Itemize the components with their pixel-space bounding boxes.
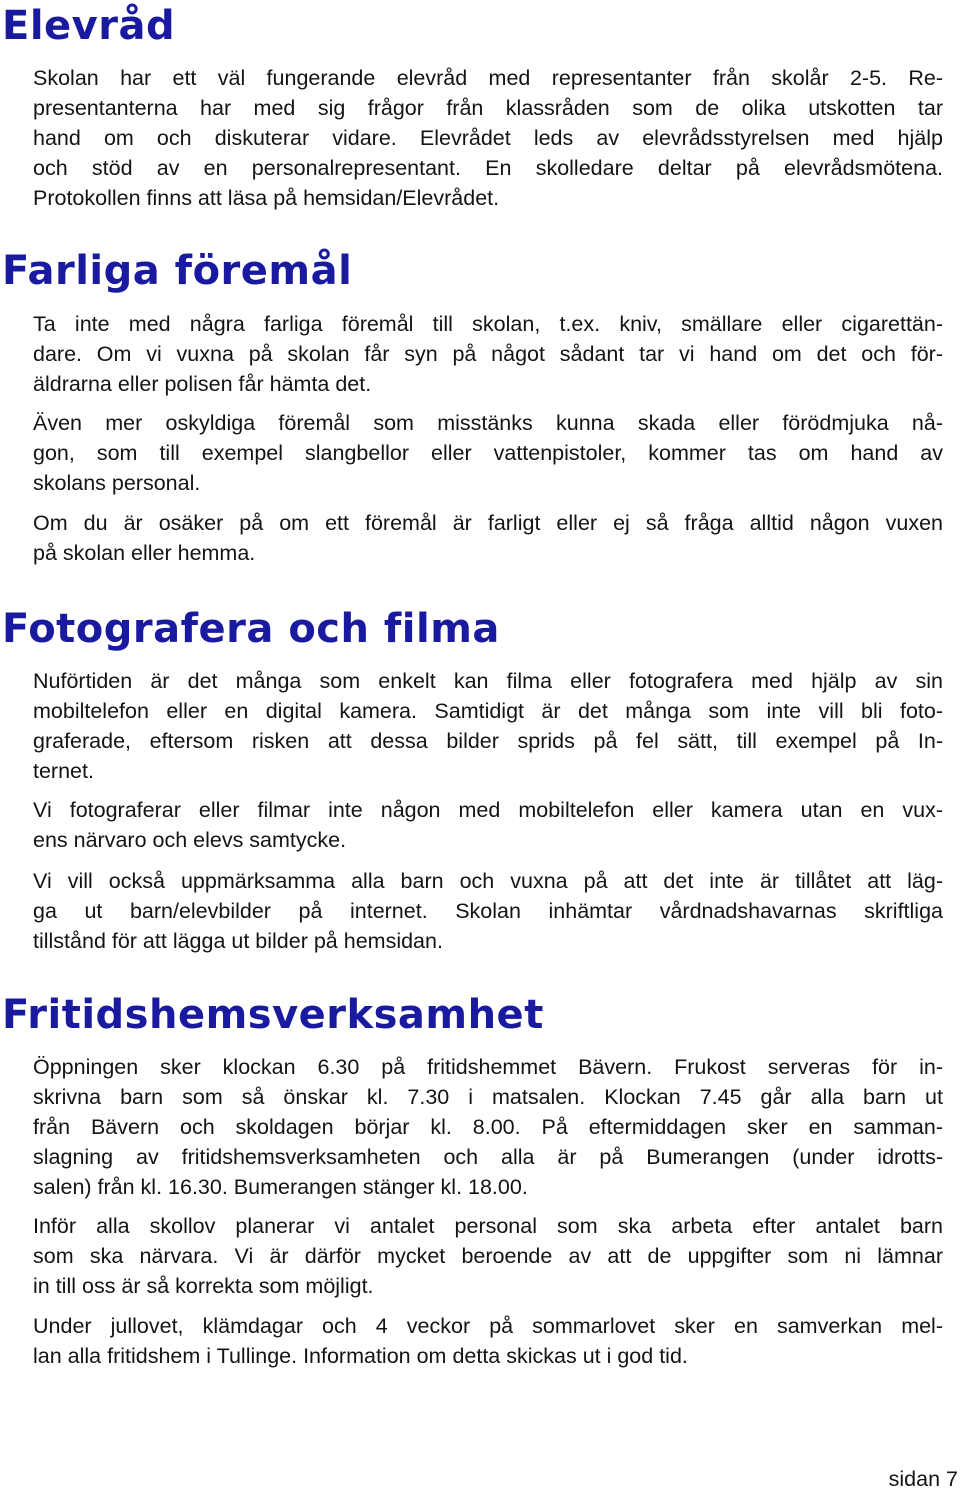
text-line: mobiltelefon eller en digital kamera. Samtidigt är det många som inte vill bli foto- xyxy=(33,699,943,723)
text-line: ternet. xyxy=(33,759,94,783)
text-line: tillstånd för att lägga ut bilder på hemsidan. xyxy=(33,929,443,953)
text-line: skrivna barn som så önskar kl. 7.30 i matsalen. Klockan 7.45 går alla barn ut xyxy=(33,1085,943,1109)
page-number: sidan 7 xyxy=(888,1467,958,1491)
paragraph-farliga-1 xyxy=(33,309,943,399)
text-line: Inför alla skollov planerar vi antalet personal som ska arbeta efter antalet barn xyxy=(33,1214,943,1238)
text-line: och stöd av en personalrepresentant. En skolledare deltar på elevrådsmötena. xyxy=(33,156,943,180)
paragraph-fotografera-1 xyxy=(33,666,943,786)
text-line: ga ut barn/elevbilder på internet. Skolan inhämtar vårdnadshavarnas skriftliga xyxy=(33,899,943,923)
text-line: på skolan eller hemma. xyxy=(33,541,256,565)
heading-elevrad: Elevråd xyxy=(2,3,176,49)
text-line: Skolan har ett väl fungerande elevråd med representanter från skolår 2-5. Re- xyxy=(33,66,943,90)
heading-fotografera-och-filma: Fotografera och filma xyxy=(2,606,500,652)
text-line: Under jullovet, klämdagar och 4 veckor på sommarlovet sker en samverkan mel- xyxy=(33,1314,943,1338)
text-line: slagning av fritidshemsverksamheten och alla är på Bumerangen (under idrotts- xyxy=(33,1145,943,1169)
text-line: salen) från kl. 16.30. Bumerangen stänger kl. 18.00. xyxy=(33,1175,528,1199)
paragraph-farliga-2 xyxy=(33,408,943,498)
text-line: in till oss är så korrekta som möjligt. xyxy=(33,1274,374,1298)
text-line: Vi fotograferar eller filmar inte någon med mobiltelefon eller kamera utan en vux- xyxy=(33,798,943,822)
paragraph-fritidshem-3 xyxy=(33,1311,943,1371)
heading-farliga-foremal: Farliga föremål xyxy=(2,248,353,294)
heading-fritidshemsverksamhet: Fritidshemsverksamhet xyxy=(2,992,544,1038)
text-line: ens närvaro och elevs samtycke. xyxy=(33,828,347,852)
text-line: Nuförtiden är det många som enkelt kan filma eller fotografera med hjälp av sin xyxy=(33,669,943,693)
text-line: Protokollen finns att läsa på hemsidan/Elevrådet. xyxy=(33,186,500,210)
text-line: från Bävern och skoldagen börjar kl. 8.00. På eftermiddagen sker en samman- xyxy=(33,1115,943,1139)
text-line: hand om och diskuterar vidare. Elevrådet leds av elevrådsstyrelsen med hjälp xyxy=(33,126,943,150)
paragraph-elevrad-1 xyxy=(33,63,943,213)
paragraph-fritidshem-1 xyxy=(33,1052,943,1202)
paragraph-fotografera-2 xyxy=(33,795,943,855)
text-line: gon, som till exempel slangbellor eller vattenpistoler, kommer tas om hand av xyxy=(33,441,943,465)
text-line: Om du är osäker på om ett föremål är farligt eller ej så fråga alltid någon vuxen xyxy=(33,511,943,535)
paragraph-fotografera-3 xyxy=(33,866,943,956)
text-line: lan alla fritidshem i Tullinge. Information om detta skickas ut i god tid. xyxy=(33,1344,688,1368)
text-line: graferade, eftersom risken att dessa bilder sprids på fel sätt, till exempel på In- xyxy=(33,729,943,753)
text-line: Ta inte med några farliga föremål till skolan, t.ex. kniv, smällare eller cigarettän- xyxy=(33,312,943,336)
text-line: presentanterna har med sig frågor från klassråden som de olika utskotten tar xyxy=(33,96,943,120)
paragraph-farliga-3 xyxy=(33,508,943,568)
text-line: Öppningen sker klockan 6.30 på fritidshemmet Bävern. Frukost serveras för in- xyxy=(33,1055,943,1079)
text-line: äldrarna eller polisen får hämta det. xyxy=(33,372,372,396)
text-line: Även mer oskyldiga föremål som misstänks kunna skada eller förödmjuka nå- xyxy=(33,411,943,435)
text-line: dare. Om vi vuxna på skolan får syn på något sådant tar vi hand om det och för- xyxy=(33,342,943,366)
text-line: Vi vill också uppmärksamma alla barn och vuxna på att det inte är tillåtet att läg- xyxy=(33,869,943,893)
text-line: skolans personal. xyxy=(33,471,201,495)
paragraph-fritidshem-2 xyxy=(33,1211,943,1301)
text-line: som ska närvara. Vi är därför mycket beroende av att de uppgifter som ni lämnar xyxy=(33,1244,943,1268)
